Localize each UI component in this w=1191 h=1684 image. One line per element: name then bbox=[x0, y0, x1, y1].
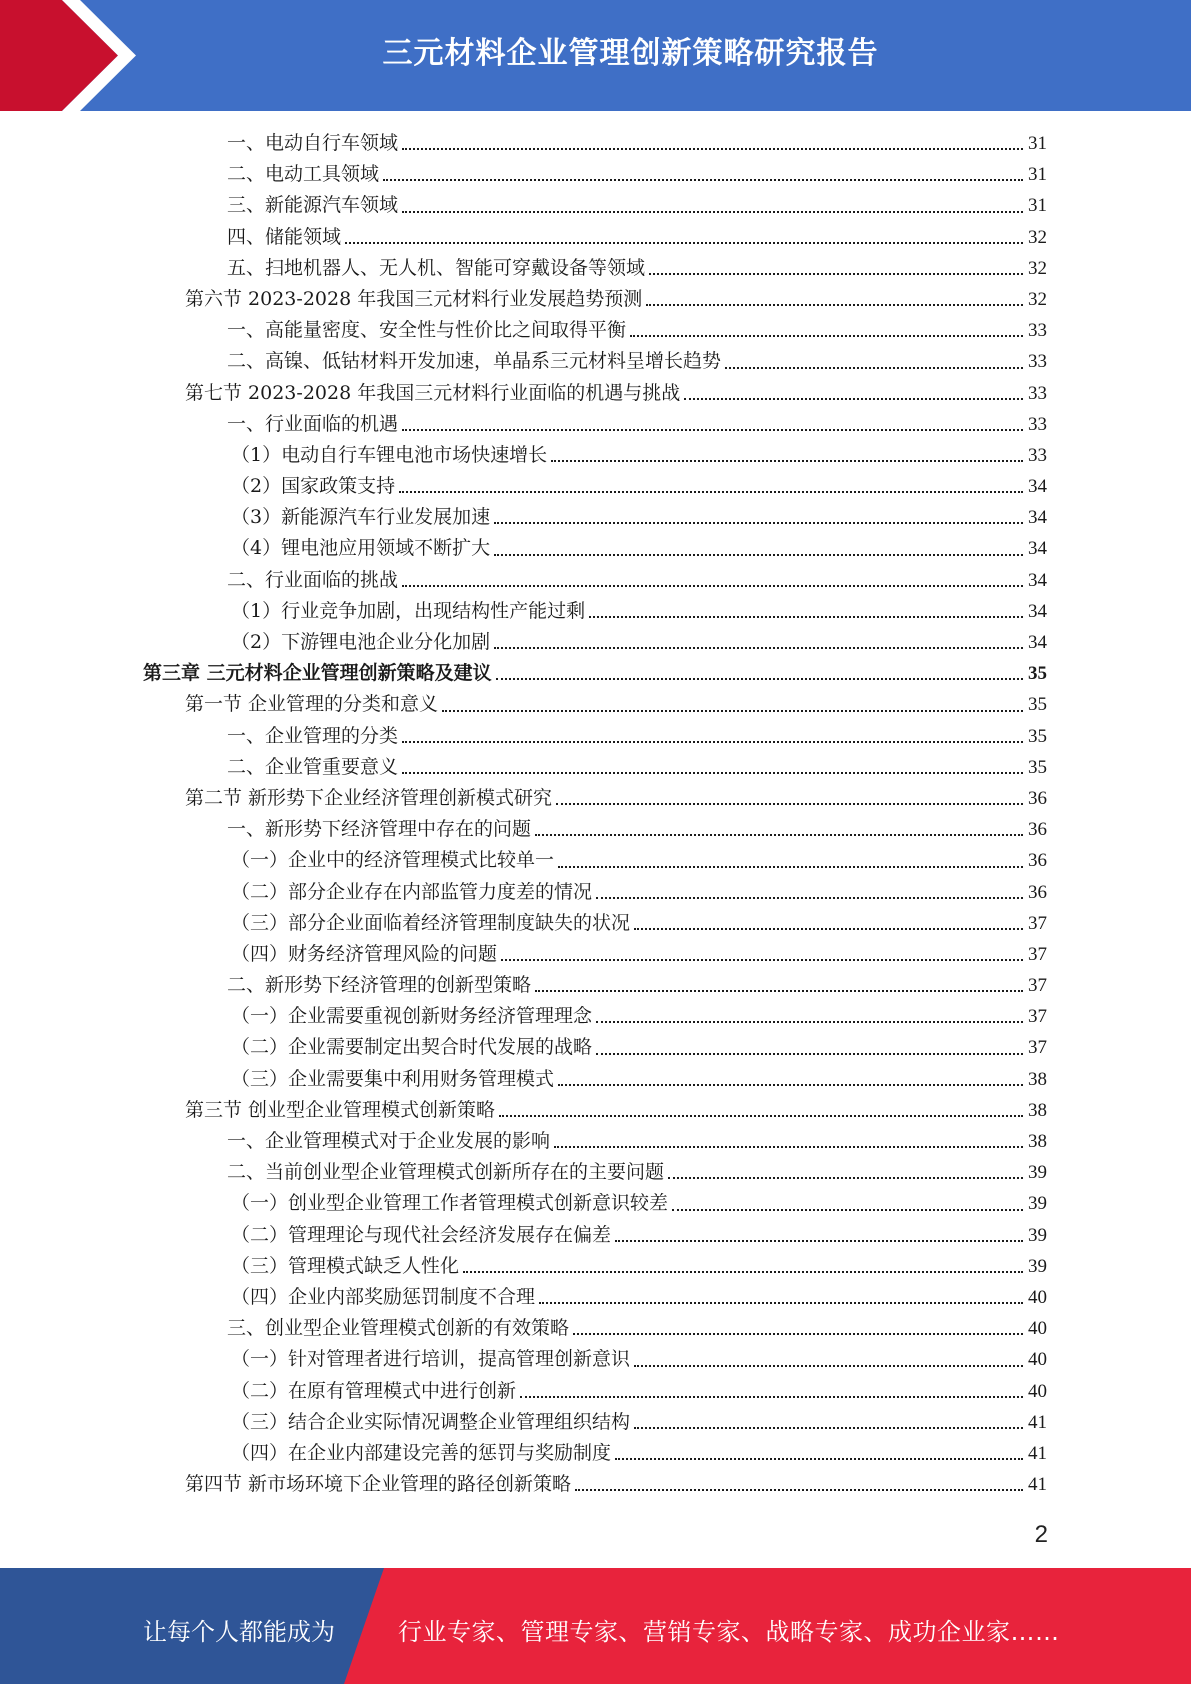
toc-entry-page: 40 bbox=[1028, 1318, 1047, 1340]
toc-entry[interactable] bbox=[143, 658, 1047, 689]
toc-entry[interactable] bbox=[143, 845, 1047, 876]
toc-entry-page: 34 bbox=[1028, 600, 1047, 622]
toc-entry-title: （一）创业型企业管理工作者管理模式创新意识较差 bbox=[231, 1192, 669, 1215]
toc-entry[interactable] bbox=[143, 627, 1047, 658]
toc-dot-leader bbox=[442, 710, 1023, 712]
toc-entry[interactable] bbox=[143, 752, 1047, 783]
toc-entry-page: 34 bbox=[1028, 569, 1047, 591]
toc-entry[interactable] bbox=[143, 1407, 1047, 1438]
toc-dot-leader bbox=[615, 1240, 1023, 1242]
toc-entry-page: 39 bbox=[1028, 1224, 1047, 1246]
toc-entry[interactable] bbox=[143, 1126, 1047, 1157]
toc-entry-title: 四、储能领域 bbox=[227, 225, 342, 248]
toc-dot-leader bbox=[402, 148, 1023, 150]
toc-entry-title: （二）管理理论与现代社会经济发展存在偏差 bbox=[231, 1223, 612, 1246]
toc-dot-leader bbox=[402, 585, 1023, 587]
toc-entry-title: 一、新形势下经济管理中存在的问题 bbox=[227, 818, 532, 841]
toc-dot-leader bbox=[402, 211, 1023, 213]
toc-entry-title: （一）企业需要重视创新财务经济管理理念 bbox=[231, 1005, 593, 1028]
toc-entry-title: 三、创业型企业管理模式创新的有效策略 bbox=[227, 1317, 570, 1340]
toc-entry-title: 第一节 企业管理的分类和意义 bbox=[185, 693, 439, 716]
toc-entry[interactable] bbox=[143, 284, 1047, 315]
toc-entry[interactable] bbox=[143, 1095, 1047, 1126]
toc-dot-leader bbox=[539, 1302, 1023, 1304]
toc-entry[interactable] bbox=[143, 253, 1047, 284]
page-number: 2 bbox=[1034, 1521, 1048, 1548]
toc-entry-title: （三）企业需要集中利用财务管理模式 bbox=[231, 1067, 555, 1090]
toc-entry-page: 31 bbox=[1028, 195, 1047, 217]
toc-entry-page: 37 bbox=[1028, 912, 1047, 934]
toc-dot-leader bbox=[615, 1458, 1023, 1460]
toc-entry-title: 一、行业面临的机遇 bbox=[227, 412, 399, 435]
toc-dot-leader bbox=[345, 242, 1023, 244]
toc-entry[interactable] bbox=[143, 1376, 1047, 1407]
toc-entry[interactable] bbox=[143, 939, 1047, 970]
toc-entry-page: 31 bbox=[1028, 164, 1047, 186]
toc-entry[interactable] bbox=[143, 315, 1047, 346]
toc-dot-leader bbox=[494, 522, 1023, 524]
toc-entry[interactable] bbox=[143, 222, 1047, 253]
toc-entry-title: （1）电动自行车锂电池市场快速增长 bbox=[231, 443, 548, 466]
toc-entry[interactable] bbox=[143, 565, 1047, 596]
toc-entry-page: 40 bbox=[1028, 1349, 1047, 1371]
toc-entry-title: 第二节 新形势下企业经济管理创新模式研究 bbox=[185, 786, 553, 809]
toc-entry-title: （2）下游锂电池企业分化加剧 bbox=[231, 631, 491, 653]
toc-entry[interactable] bbox=[143, 1438, 1047, 1469]
toc-dot-leader bbox=[383, 179, 1023, 181]
toc-dot-leader bbox=[573, 1333, 1023, 1335]
toc-dot-leader bbox=[596, 1021, 1023, 1023]
toc-dot-leader bbox=[558, 866, 1023, 868]
toc-entry-page: 33 bbox=[1028, 382, 1047, 404]
toc-entry-page: 34 bbox=[1028, 538, 1047, 560]
toc-entry[interactable] bbox=[143, 1344, 1047, 1375]
toc-entry-title: 第三节 创业型企业管理模式创新策略 bbox=[185, 1098, 496, 1121]
toc-entry[interactable] bbox=[143, 1032, 1047, 1063]
toc-entry-title: （3）新能源汽车行业发展加速 bbox=[231, 506, 491, 529]
toc-dot-leader bbox=[558, 1084, 1023, 1086]
toc-entry-page: 41 bbox=[1028, 1442, 1047, 1464]
toc-entry-page: 33 bbox=[1028, 444, 1047, 466]
toc-entry-page: 37 bbox=[1028, 1006, 1047, 1028]
toc-entry[interactable] bbox=[143, 346, 1047, 377]
toc-entry[interactable] bbox=[143, 814, 1047, 845]
toc-entry[interactable] bbox=[143, 440, 1047, 471]
toc-dot-leader bbox=[672, 1209, 1023, 1211]
toc-entry-page: 39 bbox=[1028, 1193, 1047, 1215]
toc-entry[interactable] bbox=[143, 1064, 1047, 1095]
toc-entry-page: 35 bbox=[1028, 694, 1047, 716]
toc-entry-title: （四）在企业内部建设完善的惩罚与奖励制度 bbox=[231, 1441, 612, 1464]
toc-entry-title: 五、扫地机器人、无人机、智能可穿戴设备等领域 bbox=[227, 256, 646, 279]
toc-entry-page: 37 bbox=[1028, 943, 1047, 965]
toc-entry-page: 35 bbox=[1028, 756, 1047, 778]
toc-entry-title: 一、企业管理模式对于企业发展的影响 bbox=[227, 1130, 551, 1152]
toc-entry[interactable] bbox=[143, 596, 1047, 627]
toc-dot-leader bbox=[402, 772, 1023, 774]
toc-entry-page: 32 bbox=[1028, 257, 1047, 279]
toc-entry-page: 36 bbox=[1028, 819, 1047, 841]
toc-entry-title: 一、电动自行车领域 bbox=[227, 132, 399, 154]
toc-entry[interactable] bbox=[143, 1251, 1047, 1282]
toc-entry-title: （一）针对管理者进行培训，提高管理创新意识 bbox=[231, 1348, 631, 1371]
toc-entry[interactable] bbox=[143, 783, 1047, 814]
toc-entry-page: 31 bbox=[1028, 133, 1047, 154]
toc-entry[interactable] bbox=[143, 1001, 1047, 1032]
toc-entry-page: 36 bbox=[1028, 850, 1047, 872]
toc-entry-title: 第七节 2023-2028 年我国三元材料行业面临的机遇与挑战 bbox=[185, 381, 681, 404]
header-band bbox=[0, 0, 1191, 111]
toc-entry-title: （三）管理模式缺乏人性化 bbox=[231, 1254, 460, 1277]
toc-entry[interactable] bbox=[143, 409, 1047, 440]
toc-entry-title: 第三章 三元材料企业管理创新策略及建议 bbox=[143, 662, 492, 685]
toc-entry-page: 36 bbox=[1028, 881, 1047, 903]
toc-entry-title: （1）行业竞争加剧，出现结构性产能过剩 bbox=[231, 599, 586, 622]
toc-entry[interactable] bbox=[143, 1282, 1047, 1313]
toc-dot-leader bbox=[399, 491, 1023, 493]
toc-entry-title: 二、高镍、低钴材料开发加速，单晶系三元材料呈增长趋势 bbox=[227, 350, 722, 373]
toc-entry-title: （三）结合企业实际情况调整企业管理组织结构 bbox=[231, 1410, 631, 1433]
toc-dot-leader bbox=[684, 398, 1023, 400]
toc-entry-page: 34 bbox=[1028, 507, 1047, 529]
toc-entry[interactable] bbox=[143, 721, 1047, 752]
toc-entry[interactable] bbox=[143, 970, 1047, 1001]
toc-dot-leader bbox=[630, 335, 1023, 337]
toc-entry-page: 36 bbox=[1028, 787, 1047, 809]
toc-entry[interactable] bbox=[143, 877, 1047, 908]
toc-entry-page: 39 bbox=[1028, 1162, 1047, 1184]
toc-entry-page: 37 bbox=[1028, 975, 1047, 997]
footer-band bbox=[0, 1568, 1191, 1684]
toc-entry-page: 41 bbox=[1028, 1411, 1047, 1433]
toc-entry[interactable] bbox=[143, 471, 1047, 502]
toc-dot-leader bbox=[535, 990, 1023, 992]
toc-entry[interactable] bbox=[143, 1469, 1047, 1500]
footer-slogan-left: 让每个人都能成为 bbox=[143, 1618, 335, 1646]
toc-entry-title: 三、新能源汽车领域 bbox=[227, 194, 399, 217]
toc-dot-leader bbox=[499, 1115, 1023, 1117]
toc-entry-title: 第四节 新市场环境下企业管理的路径创新策略 bbox=[185, 1473, 572, 1496]
toc-dot-leader bbox=[520, 1396, 1023, 1398]
toc-entry-page: 33 bbox=[1028, 413, 1047, 435]
toc-dot-leader bbox=[501, 959, 1023, 961]
toc-entry[interactable] bbox=[143, 190, 1047, 221]
toc-dot-leader bbox=[496, 678, 1023, 680]
toc-entry-title: 二、当前创业型企业管理模式创新所存在的主要问题 bbox=[227, 1161, 665, 1184]
toc-entry-title: （2）国家政策支持 bbox=[231, 475, 396, 498]
toc-dot-leader bbox=[725, 367, 1023, 369]
toc-dot-leader bbox=[596, 897, 1023, 899]
toc-dot-leader bbox=[402, 429, 1023, 431]
toc-dot-leader bbox=[634, 1427, 1023, 1429]
table-of-contents bbox=[143, 128, 1047, 1500]
toc-dot-leader bbox=[494, 554, 1023, 556]
toc-entry-page: 35 bbox=[1028, 725, 1047, 747]
toc-entry-page: 39 bbox=[1028, 1255, 1047, 1277]
toc-entry-title: （二）在原有管理模式中进行创新 bbox=[231, 1379, 517, 1402]
toc-entry[interactable] bbox=[143, 378, 1047, 409]
toc-entry[interactable] bbox=[143, 159, 1047, 190]
toc-entry-title: （二）企业需要制定出契合时代发展的战略 bbox=[231, 1036, 593, 1059]
toc-dot-leader bbox=[551, 460, 1023, 462]
toc-entry[interactable] bbox=[143, 1157, 1047, 1188]
toc-entry-title: （一）企业中的经济管理模式比较单一 bbox=[231, 849, 555, 872]
toc-entry-title: （二）部分企业存在内部监管力度差的情况 bbox=[231, 880, 593, 903]
toc-dot-leader bbox=[646, 304, 1023, 306]
toc-entry-title: 二、电动工具领域 bbox=[227, 163, 380, 186]
toc-entry-title: 一、高能量密度、安全性与性价比之间取得平衡 bbox=[227, 319, 627, 342]
toc-dot-leader bbox=[556, 803, 1023, 805]
toc-entry-page: 32 bbox=[1028, 288, 1047, 310]
toc-entry-page: 37 bbox=[1028, 1037, 1047, 1059]
toc-entry-title: 一、企业管理的分类 bbox=[227, 724, 399, 747]
toc-entry[interactable] bbox=[143, 908, 1047, 939]
toc-entry[interactable] bbox=[143, 128, 1047, 159]
toc-dot-leader bbox=[463, 1271, 1023, 1273]
toc-entry-page: 33 bbox=[1028, 320, 1047, 342]
toc-entry-page: 33 bbox=[1028, 351, 1047, 373]
toc-dot-leader bbox=[649, 273, 1023, 275]
toc-entry[interactable] bbox=[143, 689, 1047, 720]
toc-entry[interactable] bbox=[143, 1313, 1047, 1344]
toc-dot-leader bbox=[535, 834, 1023, 836]
toc-dot-leader bbox=[402, 741, 1023, 743]
report-title: 三元材料企业管理创新策略研究报告 bbox=[382, 36, 879, 71]
toc-entry-page: 32 bbox=[1028, 226, 1047, 248]
toc-dot-leader bbox=[668, 1177, 1023, 1179]
toc-entry-page: 34 bbox=[1028, 476, 1047, 498]
toc-dot-leader bbox=[634, 1365, 1023, 1367]
toc-entry-page: 34 bbox=[1028, 632, 1047, 653]
toc-entry-title: （四）财务经济管理风险的问题 bbox=[231, 942, 498, 965]
toc-dot-leader bbox=[634, 928, 1023, 930]
toc-entry-page: 40 bbox=[1028, 1380, 1047, 1402]
toc-entry-page: 38 bbox=[1028, 1099, 1047, 1121]
toc-entry[interactable] bbox=[143, 533, 1047, 564]
toc-entry-title: （四）企业内部奖励惩罚制度不合理 bbox=[231, 1285, 536, 1308]
toc-dot-leader bbox=[554, 1146, 1023, 1148]
toc-dot-leader bbox=[575, 1489, 1023, 1491]
toc-entry-page: 35 bbox=[1028, 663, 1047, 685]
toc-entry-title: （4）锂电池应用领域不断扩大 bbox=[231, 537, 491, 560]
toc-entry[interactable] bbox=[143, 502, 1047, 533]
toc-entry-page: 38 bbox=[1028, 1068, 1047, 1090]
toc-entry-title: 第六节 2023-2028 年我国三元材料行业发展趋势预测 bbox=[185, 287, 643, 310]
toc-entry-title: 二、企业管重要意义 bbox=[227, 755, 399, 778]
toc-entry-page: 41 bbox=[1028, 1474, 1047, 1496]
toc-dot-leader bbox=[596, 1053, 1023, 1055]
toc-entry-title: 二、新形势下经济管理的创新型策略 bbox=[227, 974, 532, 997]
toc-dot-leader bbox=[589, 616, 1023, 618]
toc-entry[interactable] bbox=[143, 1220, 1047, 1251]
toc-entry-title: 二、行业面临的挑战 bbox=[227, 568, 399, 591]
toc-entry[interactable] bbox=[143, 1188, 1047, 1219]
toc-entry-title: （三）部分企业面临着经济管理制度缺失的状况 bbox=[231, 911, 631, 934]
toc-entry-page: 40 bbox=[1028, 1286, 1047, 1308]
footer-slogan-right: 行业专家、管理专家、营销专家、战略专家、成功企业家…… bbox=[398, 1618, 1060, 1646]
toc-entry-page: 38 bbox=[1028, 1131, 1047, 1152]
toc-dot-leader bbox=[494, 647, 1023, 649]
